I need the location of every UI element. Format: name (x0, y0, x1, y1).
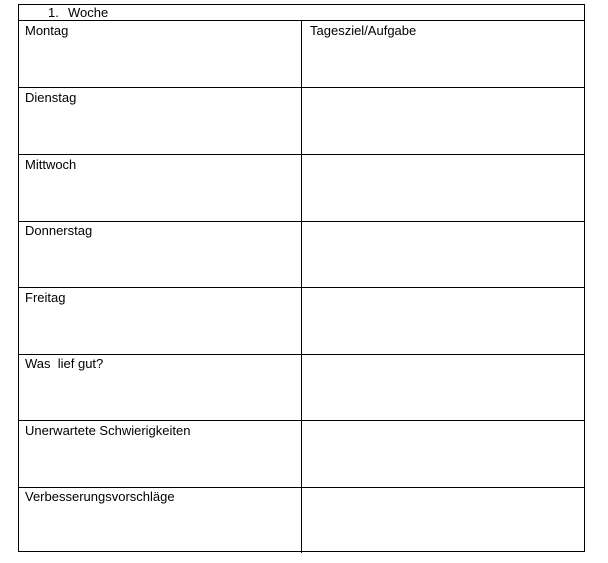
table-body (19, 21, 584, 552)
answer-cell-freitag[interactable] (302, 288, 584, 354)
row-label-montag: Montag (19, 21, 302, 87)
row-label-dienstag: Dienstag (19, 88, 302, 154)
week-title: Woche (68, 5, 109, 20)
table-row-freitag (19, 288, 584, 355)
row-label-verbesserungen: Verbesserungsvorschläge (19, 487, 302, 553)
row-label-was-lief-gut: Was lief gut? (19, 354, 302, 420)
answer-cell-was-lief-gut[interactable] (302, 354, 584, 420)
week-number: 1. (48, 5, 59, 20)
table-row-mittwoch (19, 155, 584, 222)
week-header (19, 5, 584, 21)
row-label-donnerstag: Donnerstag (19, 221, 302, 287)
table-row-verbesserungen (19, 487, 584, 553)
row-label-freitag: Freitag (19, 288, 302, 354)
row-label-mittwoch: Mittwoch (19, 155, 302, 221)
table-row-montag (19, 21, 584, 88)
row-label-schwierigkeiten: Unerwartete Schwierigkeiten (19, 421, 302, 487)
table-row-was-lief-gut (19, 354, 584, 421)
weekly-plan-table (18, 4, 585, 552)
table-row-donnerstag (19, 221, 584, 288)
answer-cell-verbesserungen[interactable] (302, 487, 584, 553)
table-row-dienstag (19, 88, 584, 155)
answer-cell-donnerstag[interactable] (302, 221, 584, 287)
answer-cell-mittwoch[interactable] (302, 155, 584, 221)
table-row-schwierigkeiten (19, 421, 584, 488)
answer-cell-schwierigkeiten[interactable] (302, 421, 584, 487)
answer-cell-dienstag[interactable] (302, 88, 584, 154)
column-header-tagesziel: Tagesziel/Aufgabe (310, 23, 417, 38)
